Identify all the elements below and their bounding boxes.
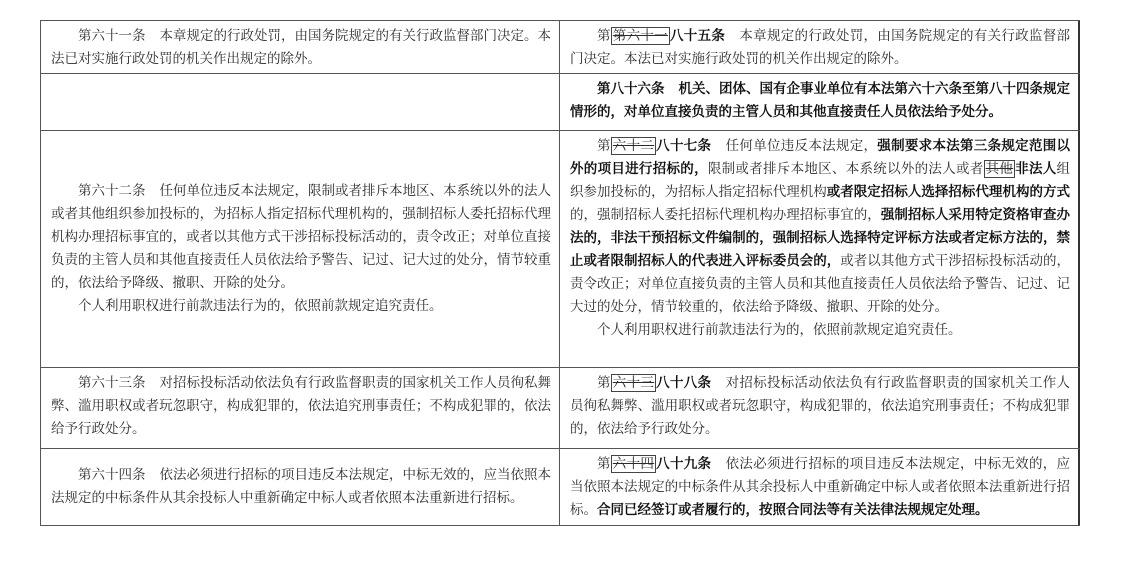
article-text: 个人利用职权进行前款违法行为的，依照前款规定追究责任。 [78, 298, 443, 314]
revised-text-cell [560, 449, 1080, 525]
article-number: 第六十二条 [78, 183, 146, 199]
revised-text-cell [560, 131, 1080, 367]
added-text: 强制招标人采用特定资格审查办法的，非法干预招标文件编制的，强制招标人选择特定评标方法或者定标方法的，禁止或者限制招标人的代表进入评标委员会的， [570, 207, 1071, 269]
article-prefix: 第 [597, 375, 611, 391]
table-row [40, 21, 1080, 74]
original-text-cell [40, 449, 560, 525]
article-text: 限制或者排斥本地区、本系统以外的法人或者 [707, 161, 984, 177]
deleted-article-number: 六十二 [612, 138, 655, 154]
original-article-paragraph [51, 464, 551, 510]
article-number: 第六十四条 [78, 467, 146, 483]
deleted-article-number: 六十四 [612, 456, 655, 472]
article-prefix: 第 [597, 28, 611, 44]
article-text: 任何单位违反本法规定，限制或者排斥本地区、本系统以外的法人或者其他组织参加投标的，为招标人指定招标代理机构的，强制招标人委托招标代理机构办理招标事宜的，或者以其他方式干涉招标投标活动的，责令改正；对单位直接负责的主管人员和其他直接责任人员依法给予警告、记过、记大过的处分，情节较重的，依法给予降级、撤职、开除的处分。 [51, 183, 551, 291]
new-article-number: 第八十六条 [597, 81, 665, 97]
table-row [40, 131, 1080, 368]
revised-article-paragraph [570, 78, 1070, 124]
revised-article-paragraph [570, 25, 1070, 71]
original-article-paragraph [51, 372, 551, 441]
table-row [40, 74, 1080, 131]
deleted-text: 其他 [985, 161, 1014, 177]
new-article-number: 八十九条 [656, 456, 712, 472]
new-article-number: 八十五条 [669, 28, 726, 44]
new-article-number: 八十八条 [656, 375, 712, 391]
added-text: 或者限定招标人选择招标代理机构的方式 [826, 184, 1071, 200]
article-text: 对招标投标活动依法负有行政监督职责的国家机关工作人员徇私舞弊、滥用职权或者玩忽职守，构成犯罪的，依法追究刑事责任；不构成犯罪的，依法给予行政处分。 [570, 375, 1071, 437]
original-text-cell [40, 368, 560, 448]
original-text-cell [40, 21, 560, 73]
comparison-table [40, 20, 1080, 526]
added-text: 非法人 [1015, 161, 1057, 177]
original-article-paragraph [51, 180, 551, 295]
original-article-paragraph [51, 295, 551, 318]
deleted-article-number: 第六十一 [612, 28, 668, 44]
article-text: 任何单位违反本法规定， [725, 138, 878, 154]
revised-article-paragraph: 个人利用职权进行前款违法行为的，依照前款规定追究责任。 [597, 322, 962, 338]
revised-text-cell [560, 74, 1080, 130]
added-text: 强制要求本法第三条规定范围以外的项目进行招标的， [570, 138, 1071, 177]
article-text: 的，强制招标人委托招标代理机构办理招标事宜的， [570, 207, 881, 223]
article-text: 依法必须进行招标的项目违反本法规定，中标无效的，应当依照本法规定的中标条件从其余投标人中重新确定中标人或者依照本法重新进行招标。 [51, 467, 551, 506]
revised-text-cell [560, 21, 1080, 73]
article-text: 本章规定的行政处罚，由国务院规定的有关行政监督部门决定。本法已对实施行政处罚的机关作出规定的除外。 [570, 28, 1071, 67]
article-text: 组织参加投标的，为招标人指定招标代理机构 [570, 161, 1071, 200]
table-row [40, 449, 1080, 526]
table-row [40, 368, 1080, 449]
article-text: 对招标投标活动依法负有行政监督职责的国家机关工作人员徇私舞弊、滥用职权或者玩忽职守，构成犯罪的，依法追究刑事责任；不构成犯罪的，依法给予行政处分。 [51, 375, 551, 437]
added-text: 合同已经签订或者履行的，按照合同法等有关法律法规规定处理。 [597, 502, 989, 518]
original-article-paragraph [51, 25, 551, 71]
added-text: 机关、团体、国有企事业单位有本法第六十六条至第八十四条规定情形的，对单位直接负责的主管人员和其他直接责任人员依法给予处分。 [570, 81, 1070, 120]
original-text-cell [40, 131, 560, 367]
article-number: 第六十一条 [78, 28, 146, 44]
article-text: 本章规定的行政处罚，由国务院规定的有关行政监督部门决定。本法已对实施行政处罚的机关作出规定的除外。 [51, 28, 551, 67]
article-text: 依法必须进行招标的项目违反本法规定，中标无效的，应当依照本法规定的中标条件从其余投标人中重新确定中标人或者依照本法重新进行招标。 [570, 456, 1071, 518]
revised-text-cell [560, 368, 1080, 448]
article-prefix: 第 [597, 456, 611, 472]
deleted-article-number: 六十三 [612, 375, 655, 391]
article-prefix: 第 [597, 138, 611, 154]
original-text-cell [40, 74, 560, 130]
revised-article-paragraph [570, 453, 1070, 522]
article-text: 或者以其他方式干涉招标投标活动的，责令改正；对单位直接负责的主管人员和其他直接责任人员依法给予警告、记过、记大过的处分，情节较重的，依法给予降级、撤职、开除的处分。 [570, 253, 1071, 315]
new-article-number: 八十七条 [656, 138, 712, 154]
article-number: 第六十三条 [78, 375, 146, 391]
revised-article-paragraph [570, 135, 1070, 319]
revised-article-paragraph [570, 372, 1070, 441]
